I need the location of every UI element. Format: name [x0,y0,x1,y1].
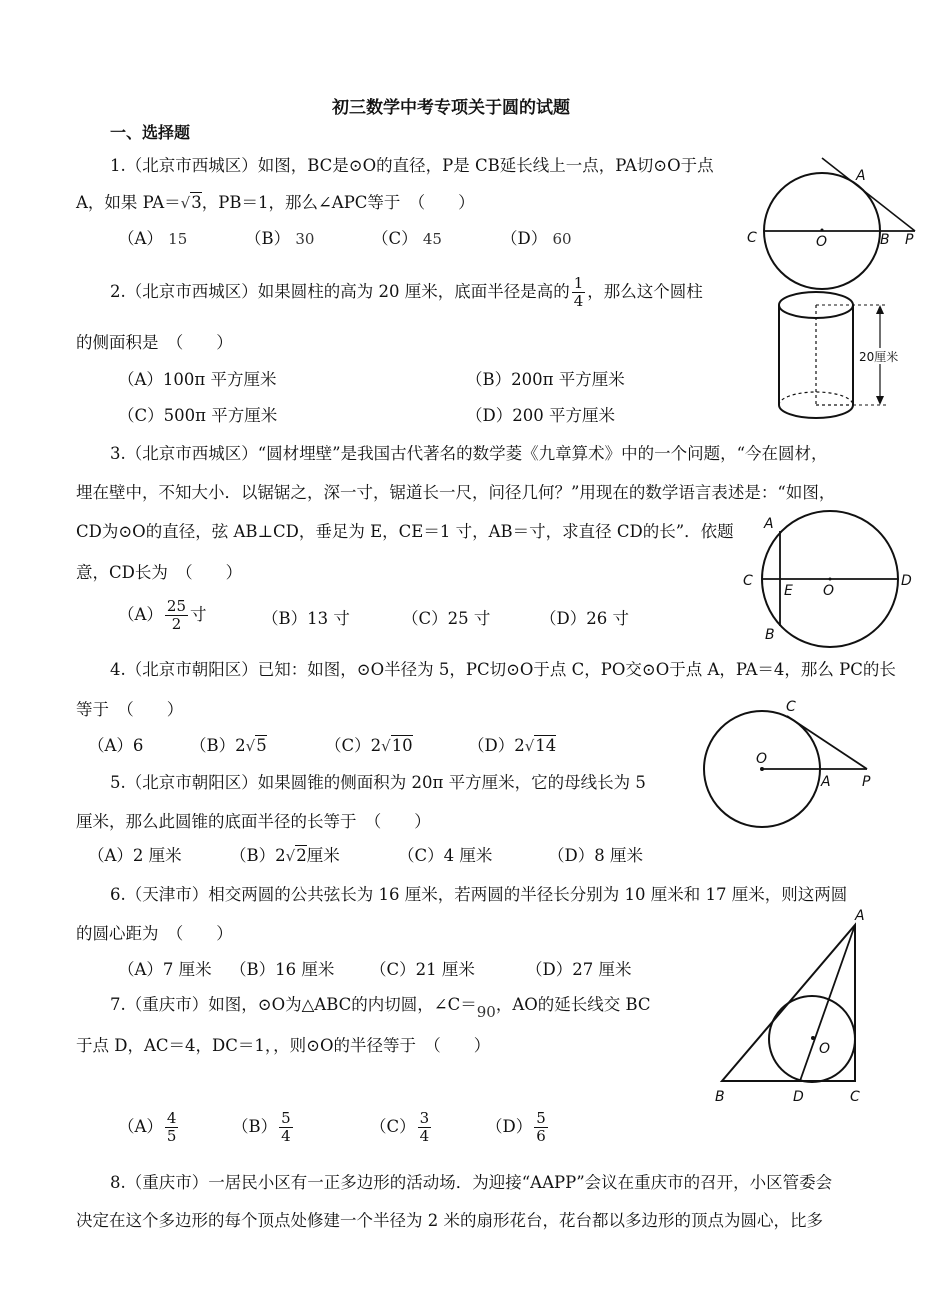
q6-line2: 的圆心距为 （ ） [76,924,233,943]
q7-label-d: D [793,1089,804,1105]
q4-option-c: （C）2√10 [325,736,413,755]
q6-line1: 6.（天津市）相交两圆的公共弦长为 16 厘米，若两圆的半径长分别为 10 厘米和 17 厘米，则这两圆 [110,885,848,904]
q1-option-c: （C） 45 [372,229,442,248]
q5-option-b: （B）2√2厘米 [230,846,340,865]
q1-label-a: A [856,168,866,184]
q2-line1: 2.（北京市西城区）如果圆柱的高为 20 厘米，底面半径是高的 $\frac{1}{4}$ ，那么这个圆柱 [110,274,703,310]
q2-option-a: （A）100π 平方厘米 [118,370,277,389]
q4-label-a: A [821,774,831,790]
q3-line3: CD为⊙O的直径，弦 AB⊥CD，垂足为 E，CE＝1 寸，AB＝寸，求直径 CD的长”．依题 [76,522,734,541]
q7-option-d: （D） $\frac{5}{6}$ [486,1109,546,1145]
q7-label-b: B [715,1089,725,1105]
q3-label-c: C [743,573,753,589]
q3-option-d: （D）26 寸 [540,609,629,628]
q2-label-height: 20厘米 [859,350,899,364]
q4-label-c: C [786,699,796,715]
q2-line2: 的侧面积是 （ ） [76,333,233,352]
q6-option-a: （A）7 厘米 [118,960,212,979]
q4-figure [700,695,890,830]
q7-label-o: O [819,1041,831,1057]
q4-line1: 4.（北京市朝阳区）已知：如图，⊙O半径为 5，PC切⊙O于点 C，PO交⊙O于点 A，PA＝4，那么 PC的长 [110,660,896,679]
q3-line1: 3.（北京市西城区）“圆材埋壁”是我国古代著名的数学菱《九章算术》中的一个问题，“今在圆材， [110,444,828,463]
q5-option-a: （A）2 厘米 [88,846,182,865]
q3-label-o: O [823,583,835,599]
q4-label-o: O [756,751,768,767]
q1-line1: 1.（北京市西城区）如图，BC是⊙O的直径，P是 CB延长线上一点，PA切⊙O于点 [110,156,714,175]
q3-option-b: （B）13 寸 [262,609,350,628]
q7-figure [705,905,890,1110]
q3-line2: 埋在壁中，不知大小．以锯锯之，深一寸，锯道长一尺，问径几何？”用现在的数学语言表述是：“如图， [76,483,836,502]
q3-line4: 意，CD长为 （ ） [76,563,243,582]
q3-label-a: A [764,516,774,532]
q6-option-b: （B）16 厘米 [230,960,335,979]
q5-line1: 5.（北京市朝阳区）如果圆锥的侧面积为 20π 平方厘米，它的母线长为 5 [110,773,646,792]
q4-option-d: （D）2√14 [468,736,557,755]
q3-option-a: （A） $\frac{25}{2}$ 寸 [118,597,207,633]
q7-line1: 7.（重庆市）如图，⊙O为△ABC的内切圆，∠C＝90，AO的延长线交 BC [110,995,651,1021]
q5-option-c: （C）4 厘米 [398,846,493,865]
q4-line2: 等于 （ ） [76,700,184,719]
q6-option-c: （C）21 厘米 [370,960,475,979]
q3-label-e: E [784,583,793,599]
q5-line2: 厘米，那么此圆锥的底面半径的长等于 （ ） [76,812,431,831]
q4-label-p: P [862,774,871,790]
q7-option-c: （C） $\frac{3}{4}$ [370,1109,430,1145]
q1-label-b: B [880,232,890,248]
q3-label-d: D [901,573,912,589]
q2-figure [770,278,920,428]
q4-option-b: （B）2√5 [190,736,267,755]
q1-option-b: （B） 30 [245,229,315,248]
q3-figure [738,505,918,650]
q1-label-p: P [905,232,914,248]
page-title: 初三数学中考专项关于圆的试题 [332,98,570,118]
q1-label-c: C [747,230,757,246]
q1-option-a: （A） 15 [118,229,188,248]
q2-fraction: $\frac{1}{4}$ [573,274,584,310]
q8-line2: 决定在这个多边形的每个顶点处修建一个半径为 2 米的扇形花台，花台都以多边形的顶点为圆心，比多 [76,1211,823,1230]
q8-line1: 8.（重庆市）一居民小区有一正多边形的活动场．为迎接“AAPP”会议在重庆市的召开，小区管委会 [110,1173,833,1192]
q1-line2: A，如果 PA＝√3，PB＝1，那么∠APC等于 （ ） [76,193,475,212]
q3-label-b: B [765,627,775,643]
q4-option-a: （A）6 [88,736,144,755]
q3-option-c: （C）25 寸 [402,609,491,628]
q7-label-c: C [850,1089,860,1105]
q2-option-c: （C）500π 平方厘米 [118,406,278,425]
q7-line2: 于点 D，AC＝4，DC＝1，，则⊙O的半径等于 （ ） [76,1036,491,1055]
q6-option-d: （D）27 厘米 [526,960,632,979]
q1-line2-a: A，如果 PA＝ [76,193,181,212]
q2-option-b: （B）200π 平方厘米 [466,370,625,389]
q5-option-d: （D）8 厘米 [548,846,643,865]
q7-option-b: （B） $\frac{5}{4}$ [232,1109,291,1145]
q1-label-o: O [816,234,828,250]
q1-line2-b: ，PB＝1，那么∠APC等于 （ ） [201,193,475,212]
q2-option-d: （D）200 平方厘米 [466,406,615,425]
section-heading: 一、选择题 [110,123,191,142]
q7-label-a: A [855,908,865,924]
q1-sqrt: 3 [191,193,202,212]
q7-option-a: （A） $\frac{4}{5}$ [118,1109,177,1145]
q1-option-d: （D） 60 [501,229,572,248]
